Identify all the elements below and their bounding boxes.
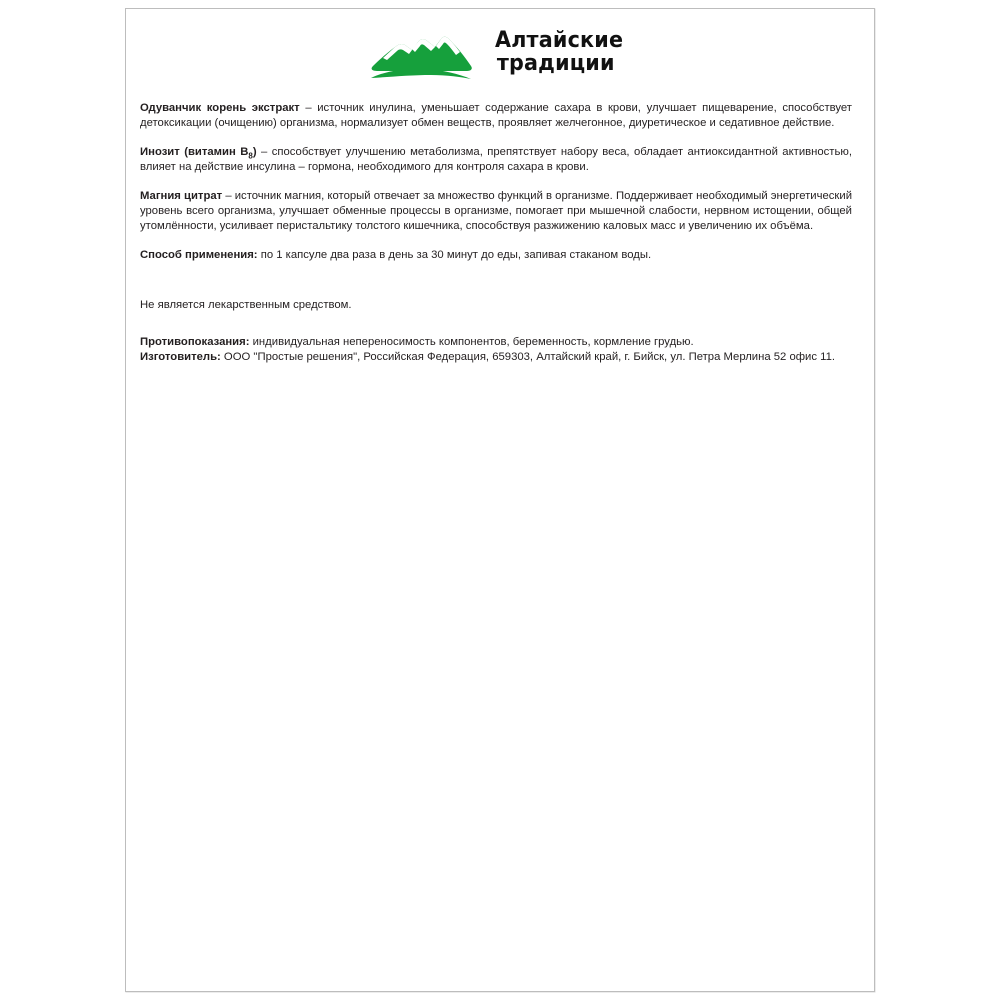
paragraph-magnesium-citrate bbox=[140, 189, 852, 235]
altai-mountains-logo-icon bbox=[365, 20, 483, 86]
paragraph-dandelion-text: – источник инулина, уменьшает содержание сахара в крови, улучшает пищеварение, способствует детоксикации (очищению) организма, нормализует обмен веществ, проявляет желчегонное, диуретическое и седативное действие. bbox=[140, 102, 852, 130]
brand-wordmark bbox=[495, 26, 634, 78]
usage-instructions-text: по 1 капсуле два раза в день за 30 минут до еды, запивая стаканом воды. bbox=[257, 248, 652, 261]
contraindications-lead: Противопоказания: bbox=[140, 335, 250, 348]
content-spacer-secondary bbox=[140, 327, 852, 335]
paragraph-inositol-lead-subscript: 8 bbox=[248, 151, 253, 161]
contraindications bbox=[140, 335, 852, 350]
paragraph-dandelion bbox=[140, 101, 852, 132]
paragraph-magnesium-citrate-lead: Магния цитрат bbox=[140, 189, 223, 202]
paragraph-dandelion-lead: Одуванчик корень экстракт bbox=[140, 102, 300, 114]
paragraph-magnesium-citrate-text: – источник магния, который отвечает за множество функций в организме. Поддерживает необходимый энергетический уровень всего организма, улучшает обменные процессы в организме, помогает при мышечной слабости, нервном истощении, общей утомлённости, усиливает перистальтику толстого кишечника, способствуя разжижению каловых масс и увеличению их объёма. bbox=[140, 189, 852, 233]
paragraph-inositol-lead: Инозит (витамин B bbox=[140, 145, 249, 158]
paragraph-inositol bbox=[140, 145, 852, 176]
manufacturer-text: ООО "Простые решения", Российская Федерация, 659303, Алтайский край, г. Бийск, ул. Петра Мерлина 52 офис 11. bbox=[220, 351, 836, 364]
brand-logo-header bbox=[126, 9, 874, 87]
brand-wordmark-line-2: традиции bbox=[497, 50, 615, 76]
paragraph-inositol-lead-tail: ) bbox=[252, 145, 257, 158]
disclaimer-text: Не является лекарственным средством. bbox=[140, 299, 352, 312]
brand-wordmark-line-1: Алтайские bbox=[495, 26, 624, 53]
document-content bbox=[126, 87, 874, 365]
manufacturer bbox=[140, 350, 852, 365]
manufacturer-lead: Изготовитель: bbox=[140, 351, 221, 364]
paragraph-inositol-text: – способствует улучшению метаболизма, препятствует набору веса, обладает антиоксидантной активностью, влияет на действие инсулина – гормона, необходимого для контроля сахара в крови. bbox=[140, 145, 852, 174]
content-spacer bbox=[140, 276, 852, 298]
document-page bbox=[125, 8, 875, 992]
usage-instructions bbox=[140, 248, 852, 263]
usage-instructions-lead: Способ применения: bbox=[140, 248, 258, 261]
contraindications-text: индивидуальная непереносимость компонентов, беременность, кормление грудью. bbox=[249, 335, 694, 348]
